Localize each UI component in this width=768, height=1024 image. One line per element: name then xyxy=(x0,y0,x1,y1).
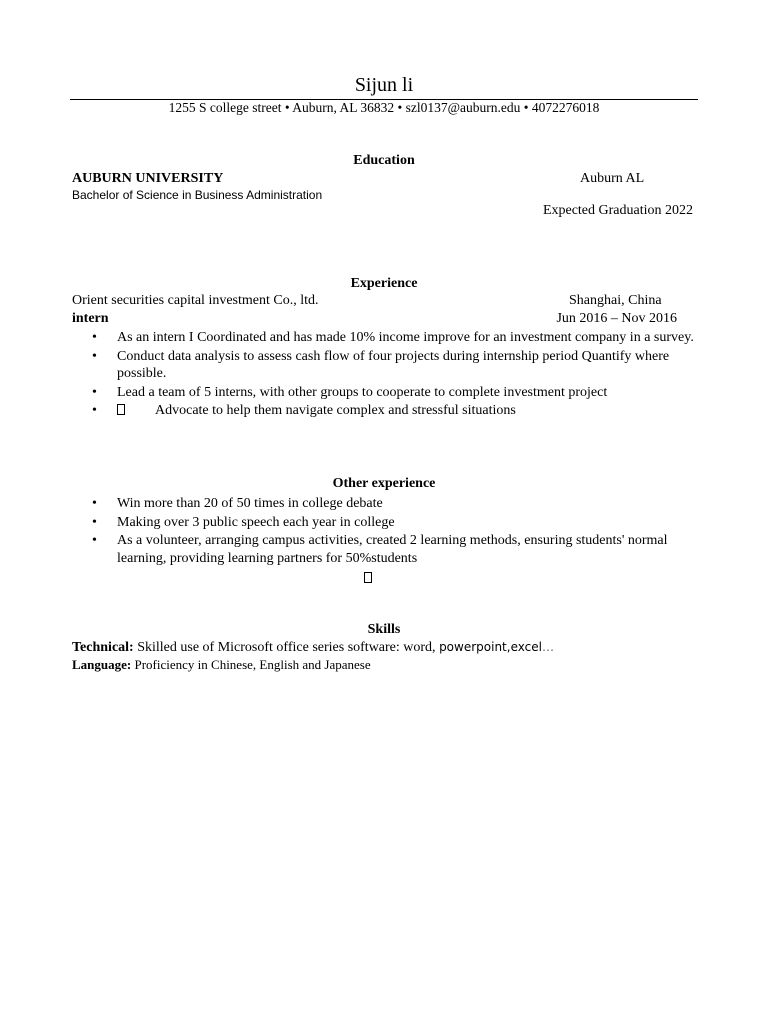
graduation: Expected Graduation 2022 xyxy=(542,203,693,218)
list-item: • Advocate to help them navigate complex and stressful situations xyxy=(92,402,702,420)
phone: 4072276018 xyxy=(531,100,600,115)
other-experience-title: Other experience xyxy=(332,476,436,491)
list-item: • Lead a team of 5 interns, with other groups to cooperate to complete investment project xyxy=(92,384,702,402)
experience-title: Experience xyxy=(350,276,418,291)
company-location: Shanghai, China xyxy=(569,293,662,308)
technical-skills xyxy=(72,640,554,656)
other-experience-bullets xyxy=(92,495,702,568)
resume-name: Sijun li xyxy=(354,74,414,96)
technical-text-tail: powerpoint,excel xyxy=(439,640,542,654)
skills-title: Skills xyxy=(367,622,401,637)
city: Auburn, AL 36832 xyxy=(292,100,395,115)
experience-bullets xyxy=(92,329,702,421)
missing-glyph-icon xyxy=(117,404,125,415)
school-name: AUBURN UNIVERSITY xyxy=(72,171,224,186)
list-item: • As an intern I Coordinated and has made 10% income improve for an investment company in a survey. xyxy=(92,329,702,347)
technical-ellipsis: … xyxy=(541,640,554,654)
separator: • xyxy=(397,100,403,115)
technical-label: Technical: xyxy=(72,640,134,655)
list-item: • Win more than 20 of 50 times in college debate xyxy=(92,495,702,513)
company-name: Orient securities capital investment Co., ltd. xyxy=(72,293,319,308)
missing-glyph-icon xyxy=(364,572,372,583)
contact-line xyxy=(0,100,768,116)
email: szl0137@auburn.edu xyxy=(405,100,521,115)
list-item: • Making over 3 public speech each year in college xyxy=(92,514,702,532)
language-label: Language: xyxy=(72,657,132,672)
technical-text: Skilled use of Microsoft office series software: word, xyxy=(137,640,440,655)
job-role: intern xyxy=(72,311,109,326)
address: 1255 S college street xyxy=(168,100,282,115)
separator: • xyxy=(284,100,290,115)
school-location: Auburn AL xyxy=(580,171,645,186)
job-dates: Jun 2016 – Nov 2016 xyxy=(556,311,677,326)
list-item: • As a volunteer, arranging campus activities, created 2 learning methods, ensuring students' normal learning, providing learning partners for 50%students xyxy=(92,532,702,567)
degree: Bachelor of Science in Business Administration xyxy=(72,188,323,202)
separator: • xyxy=(523,100,529,115)
education-title: Education xyxy=(353,153,415,168)
language-text: Proficiency in Chinese, English and Japanese xyxy=(134,657,371,672)
list-item: • Conduct data analysis to assess cash flow of four projects during internship period Quantify where possible. xyxy=(92,348,702,383)
language-skills xyxy=(72,657,371,673)
